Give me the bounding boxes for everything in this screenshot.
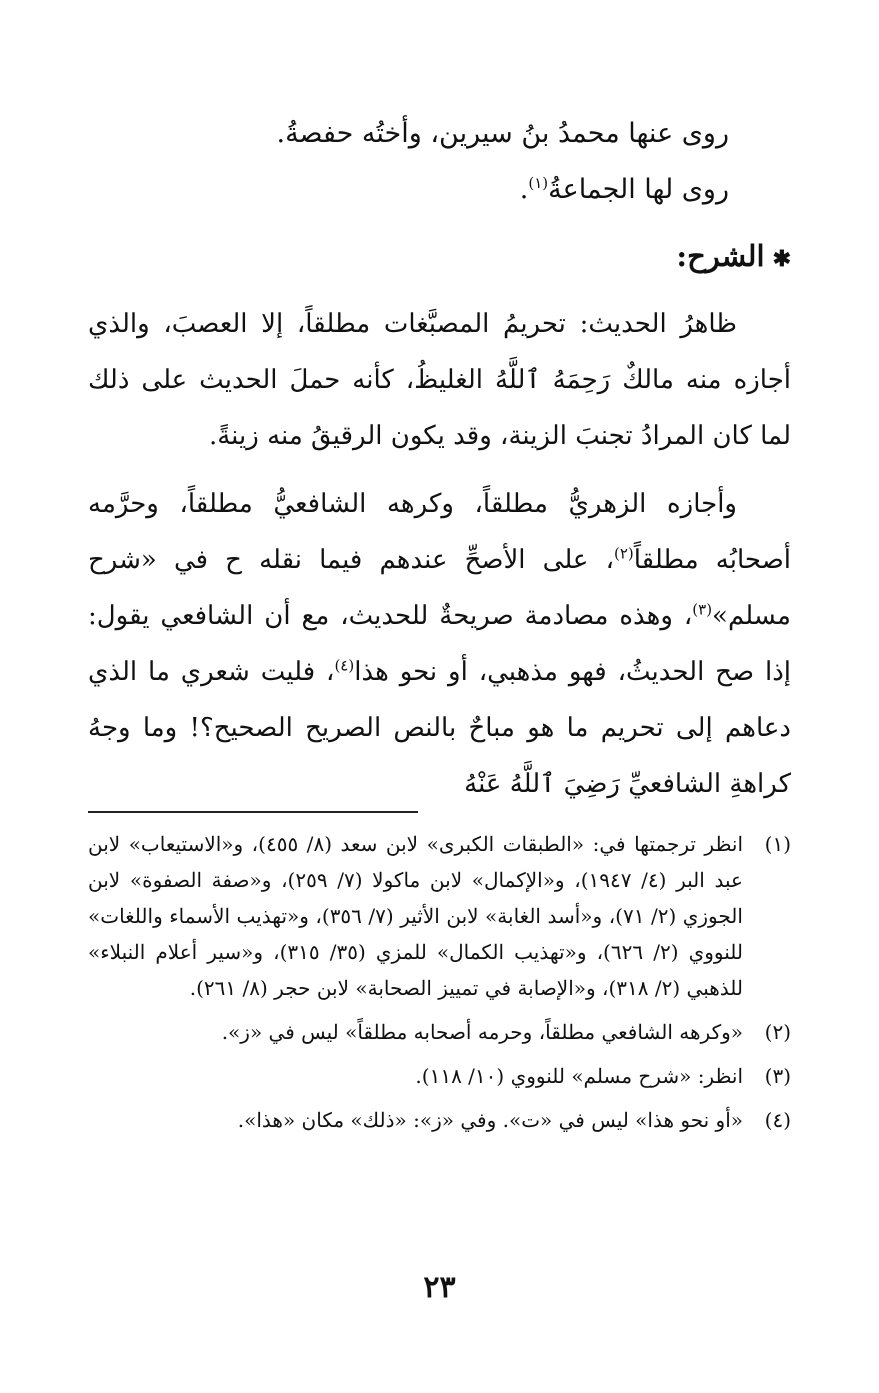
section-heading <box>676 236 791 279</box>
footnote-ref-3[interactable]: (٣) <box>692 600 713 619</box>
footnote-text: «وكرهه الشافعي مطلقاً، وحرمه أصحابه مطلقاً» ليس في «ز». <box>221 1020 743 1044</box>
section-heading-text: الشرح: <box>676 239 765 273</box>
footnote-2 <box>88 1014 791 1050</box>
footnote-text: انظر: «شرح مسلم» للنووي (١٠/ ١١٨). <box>415 1064 743 1088</box>
footnote-text: انظر ترجمتها في: «الطبقات الكبرى» لابن سعد (٨/ ٤٥٥)، و«الاستيعاب» لابن عبد البر (٤/ ١٩٤٧)، و«الإكمال» لابن ماكولا (٧/ ٢٥٩)، و«صفة الصفوة» لابن الجوزي (٢/ ٧١)، و«أسد الغابة» لابن الأثير (٧/ ٣٥٦)، و«تهذيب الأسماء واللغات» للنووي (٢/ ٦٢٦)، و«تهذيب الكمال» للمزي (٣٥/ ٣١٥)، و«سير أعلام النبلاء» للذهبي (٢/ ٣١٨)، و«الإصابة في تمييز الصحابة» لابن حجر (٨/ ٢٦١). <box>88 832 743 1000</box>
page-number: ٢٣ <box>423 1270 456 1305</box>
paragraph-2-part-d: ، فليت شعري ما الذي دعاهم إلى تحريم ما هو مباحٌ بالنص الصريح الصحيح؟! وما وجهُ كراهةِ الشافعيِّ رَضِيَ ٱللَّهُ عَنْهُ <box>88 657 791 799</box>
footnote-ref-4[interactable]: (٤) <box>334 656 355 675</box>
paragraph-2-part-b: ، على الأصحِّ عندهم فيما نقله ح في «شرح مسلم» <box>88 545 791 631</box>
transmitters-text: روى لها الجماعةُ <box>548 174 729 205</box>
narrators-text: روى عنها محمدُ بنُ سيرين، وأختُه حفصةُ. <box>276 118 729 149</box>
footnote-ref-1[interactable]: (١) <box>528 174 549 192</box>
footnote-number: (١) <box>764 832 791 856</box>
paragraph-2-part-c: ، وهذه مصادمة صريحةٌ للحديث، مع أن الشافعي يقول: إذا صح الحديثُ، فهو مذهبي، أو نحو هذا <box>88 601 791 687</box>
footnote-1 <box>88 826 791 1006</box>
footnote-number: (٤) <box>764 1108 791 1132</box>
footnote-divider <box>88 811 418 813</box>
transmitters-line <box>89 170 729 210</box>
commentary-body <box>88 296 791 824</box>
footnote-text: «أو نحو هذا» ليس في «ت». وفي «ز»: «ذلك» مكان «هذا». <box>237 1108 743 1132</box>
narrators-line <box>89 114 729 154</box>
paragraph-2 <box>88 476 791 812</box>
transmitters-end: . <box>519 174 529 205</box>
footnote-number: (٢) <box>764 1020 791 1044</box>
footnote-number: (٣) <box>764 1064 791 1088</box>
footnotes <box>88 826 791 1146</box>
star-icon: ✱ <box>772 246 791 272</box>
footnote-3 <box>88 1058 791 1094</box>
footnote-4 <box>88 1102 791 1138</box>
footnote-ref-2[interactable]: (٢) <box>613 544 634 563</box>
paragraph-2-part-a: وأجازه الزهريُّ مطلقاً، وكرهه الشافعيُّ مطلقاً، وحرَّمه أصحابُه مطلقاً <box>88 489 791 575</box>
paragraph-1: ظاهرُ الحديث: تحريمُ المصبَّغات مطلقاً، إلا العصبَ، والذي أجازه منه مالكٌ رَحِمَهُ ٱللَّهُ الغليظُ، كأنه حملَ الحديث على ذلك لما كان المرادُ تجنبَ الزينة، وقد يكون الرقيقُ منه زينةً. <box>88 309 791 451</box>
